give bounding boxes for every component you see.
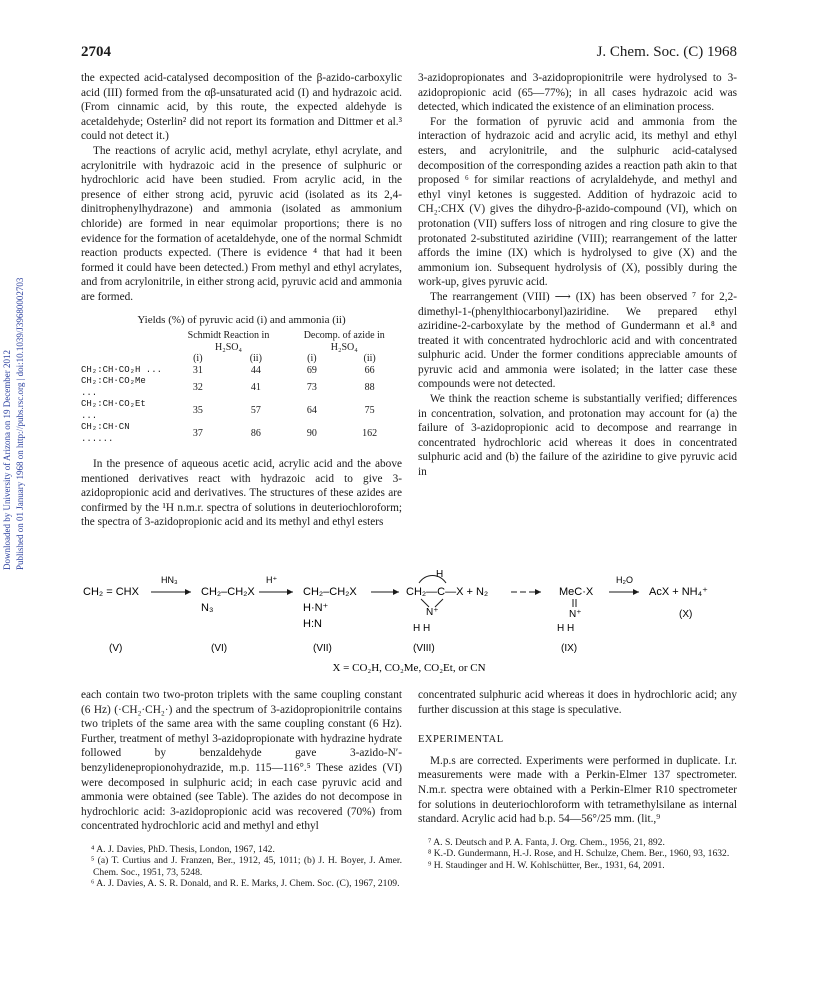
published-note[interactable]: Published on 01 January 1968 on http://pubs.rsc.org | doi:10.1039/J39680002703 [15, 277, 25, 570]
reagent-hn3: HN₃ [161, 575, 178, 585]
table-cell: 162 [362, 427, 378, 439]
left-column-bottom [81, 688, 402, 890]
table-subheader: (ii) [363, 353, 376, 364]
reagent-water: H₂O [616, 575, 633, 585]
scheme-footnote: X = CO₂H, CO₂Me, CO₂Et, or CN [332, 662, 486, 674]
table-group-header: Decomp. of azide in H₂SO₄ [303, 330, 385, 353]
section-heading: EXPERIMENTAL [418, 734, 504, 746]
table-row [81, 399, 402, 422]
label-ix: (IX) [561, 643, 578, 654]
compound-vii-chain: CH₂–CH₂X [303, 586, 357, 598]
compound-ix-n: N⁺ [569, 609, 582, 620]
page-number: 2704 [81, 44, 111, 60]
table-cell: 66 [364, 364, 375, 376]
paragraph: For the formation of pyruvic acid and ammonia from the interaction of hydrazoic acid and acrylic acid, its methyl and ethyl esters, and acrylonitrile, and the sulphuric acid-catalysed decomposition of the corresponding azides a reaction path akin to that proposed ⁶ for similar reactions of acrylaldehyde, and methyl and ethyl vinyl ketones is suggested. Addition of hydrazoic acid to CH₂:CHX (V) gives the dihydro-β-azido-compound (VI), which on protonation (VII) suffers loss of nitrogen and ring closure to give the protonated 2-substituted aziridine (VIII); rearrangement of the latter affords the imine (IX) which is hydrolysed to give (X) and the ammonium ion. Subsequent hydrolysis of (X), possibly during the work-up, gives pyruvic acid. [418, 115, 737, 289]
paragraph: 3-azidopropionates and 3-azidopropionitrile were hydrolysed to 3-azidopropionic acid (65—77%); in all cases hydrazoic acid was detected, which indicated the existence of an elimination process. [418, 72, 737, 114]
label-vi: (VI) [211, 643, 228, 654]
left-column-top [81, 71, 402, 530]
table-cell: 41 [250, 381, 261, 393]
paragraph: The reactions of acrylic acid, methyl acrylate, ethyl acrylate, and acrylonitrile with hydrazoic acid in the presence of sulphuric or hydrochloric acid have been studied. From acrylic acid, in the presence of either strong acid, pyruvic acid (isolated as its 2,4-dinitrophenylhydrazone) and ammonia (isolated as ammonium chloride) are formed in near equimolar proportions; there is no evidence for the formation of acetaldehyde, one of the normal Schmidt reaction products expected. (There is evidence ⁴ that had it been formed it could have been detected.) From methyl and ethyl acrylates, and from acrylonitrile, in either strong acid, pyruvic acid and ammonia are formed. [81, 144, 402, 303]
table-cell: 37 [192, 427, 203, 439]
paragraph: each contain two two-proton triplets with the same coupling constant (6 Hz) (·CH₂·CH₂·) and the spectrum of 3-azidopropionitrile contains two triplets of the same area with the same coupling constant (6 Hz). Further, treatment of methyl 3-azidopropionate with hydrazine hydrate followed by benzaldehyde gave 3-azido-N′-benzylidenepropionohydrazide, m.p. 115—116°.⁵ These azides (VI) were decomposed in sulphuric acid; in each case pyruvic acid and ammonia were obtained (see Table). The azides do not decompose in hydrochloric acid: 3-azidopropionic acid was recovered (70%) from concentrated hydrochloric acid and methyl and ethyl [81, 689, 402, 833]
table-cell: 44 [250, 364, 261, 376]
table-group-header: Schmidt Reaction in H₂SO₄ [187, 330, 270, 353]
table-corner [81, 330, 171, 353]
table-cell: CH₂:CH·CN ...... [81, 422, 130, 444]
compound-ix-hh: H H [557, 623, 575, 634]
reference: ⁷ A. S. Deutsch and P. A. Fanta, J. Org. Chem., 1956, 21, 892. [428, 836, 665, 848]
label-x: (X) [679, 609, 693, 620]
paragraph: the expected acid-catalysed decomposition of the β-azido-carboxylic acid (III) formed from the αβ-unsaturated acid (I) and hydrazoic acid. (From cinnamic acid, by this route, the expected aldehyde is acetaldehyde; Osterlin² did not report its formation and Dittmer et al.³ could not detect it.) [81, 72, 402, 143]
paragraph: concentrated sulphuric acid whereas it does in hydrochloric acid; any further discussion at this stage is speculative. [418, 689, 737, 716]
table-cell: CH₂:CH·CO₂Et ... [81, 399, 146, 421]
compound-v: CH₂ = CHX [83, 586, 139, 598]
arrowhead [535, 589, 541, 595]
label-v: (V) [109, 643, 123, 654]
compound-x: AcX + NH₄⁺ [649, 586, 708, 598]
table-cell: 90 [306, 427, 317, 439]
label-vii: (VII) [313, 643, 332, 654]
footnotes [81, 844, 402, 890]
table-subheader: (i) [193, 353, 203, 364]
table-cell: 69 [306, 364, 317, 376]
table-cell: 57 [250, 404, 261, 416]
page-header [81, 44, 737, 66]
reagent-proton: H⁺ [266, 575, 278, 585]
table-cell: 35 [192, 404, 203, 416]
compound-ix: MeC·X [559, 586, 594, 598]
table-subheader: (i) [307, 353, 317, 364]
table-cell: 64 [306, 404, 317, 416]
table-cell: 31 [192, 364, 203, 376]
table-cell: 86 [250, 427, 261, 439]
table-cell: 32 [192, 381, 203, 393]
compound-viii: CH₂—C—X + N₂ [406, 586, 489, 598]
table-corner [81, 353, 171, 365]
arrowhead [633, 589, 639, 595]
compound-vi-chain: CH₂–CH₂X [201, 586, 255, 598]
reference: ⁶ A. J. Davies, A. S. R. Donald, and R. E. Marks, J. Chem. Soc. (C), 1967, 2109. [91, 878, 400, 890]
paragraph: M.p.s are corrected. Experiments were performed in duplicate. I.r. measurements were made with a Perkin-Elmer 137 spectrometer. N.m.r. spectra were obtained with a Perkin-Elmer R10 spectrometer for solutions in deuteriochloroform with tetramethylsilane as internal standard. Acrylic acid had b.p. 54—56°/25 mm. (lit.,⁹ [418, 754, 737, 826]
table-cell: 88 [364, 381, 375, 393]
ring-bond [421, 599, 429, 607]
journal-title: J. Chem. Soc. (C) 1968 [596, 44, 737, 60]
footnotes [418, 837, 737, 872]
reference: ⁵ (a) T. Curtius and J. Franzen, Ber., 1912, 45, 1011; (b) J. H. Boyer, J. Amer. Chem. Soc., 1951, 73, 5248. [91, 855, 402, 878]
reference: ⁸ K.-D. Gundermann, H.-J. Rose, and H. Schulze, Chem. Ber., 1960, 93, 1632. [428, 848, 730, 860]
compound-viii-n: N⁺ [426, 607, 439, 618]
table-row [81, 376, 402, 399]
compound-viii-h: H [436, 569, 444, 580]
compound-vii-nh: H·N⁺ [303, 602, 329, 614]
table-row [81, 422, 402, 445]
download-watermark [2, 150, 42, 570]
compound-vi-azide: N₃ [201, 602, 214, 614]
downloaded-note: Downloaded by University of Arizona on 19 December 2012 [2, 350, 12, 570]
table-cell: 73 [306, 381, 317, 393]
table-caption: Yields (%) of pyruvic acid (i) and ammonia (ii) [137, 313, 346, 326]
table-row [81, 365, 402, 377]
table-cell: 75 [364, 404, 375, 416]
reaction-scheme [81, 565, 737, 685]
paragraph: We think the reaction scheme is substantially verified; differences in concentration, solvation, and protonation may account for (a) the failure of 3-azidopropionic acid to decompose and rearrange in concentrated hydrochloric acid whereas it does in concentrated sulphuric acid and (b) the failure of the aziridine to give pyruvic acid in [418, 393, 737, 479]
table-cell: CH₂:CH·CO₂H ... [81, 364, 163, 375]
compound-vii-n: H:N [303, 618, 322, 630]
table-cell: CH₂:CH·CO₂Me ... [81, 376, 146, 398]
right-column-bottom [418, 688, 737, 871]
arrowhead [185, 589, 191, 595]
reference: ⁹ H. Staudinger and H. W. Kohlschütter, Ber., 1931, 64, 2091. [428, 859, 665, 871]
right-column-top [418, 71, 737, 480]
arrowhead [393, 589, 399, 595]
label-viii: (VIII) [413, 643, 435, 654]
reference: ⁴ A. J. Davies, PhD. Thesis, London, 1967, 142. [91, 843, 275, 855]
yield-table [81, 315, 402, 446]
paragraph: In the presence of aqueous acetic acid, acrylic acid and the above mentioned derivatives react with hydrazoic acid to give 3-azidopropionic acid and derivatives. The structures of these azides are confirmed by the ¹H n.m.r. spectra of solutions in deuteriochloroform; the spectra of 3-azidopropionic acid and its methyl and ethyl esters [81, 458, 402, 529]
table-subheader: (ii) [249, 353, 262, 364]
yield-data-table [81, 330, 402, 445]
compound-viii-hh: H H [413, 623, 431, 634]
arrowhead [287, 589, 293, 595]
ring-bond [435, 599, 443, 607]
paragraph: The rearrangement (VIII) ⟶ (IX) has been observed ⁷ for 2,2-dimethyl-1-(phenylthiocarbonyl)aziridine. We prepared ethyl aziridine-2-carboxylate by the method of Gundermann et al.⁸ and treated it with concentrated hydrochloric acid and with concentrated sulphuric acid. Under the former conditions appreciable amounts of pyruvic acid and ammonia were isolated; in the latter case these compounds were not detected. [418, 290, 737, 391]
